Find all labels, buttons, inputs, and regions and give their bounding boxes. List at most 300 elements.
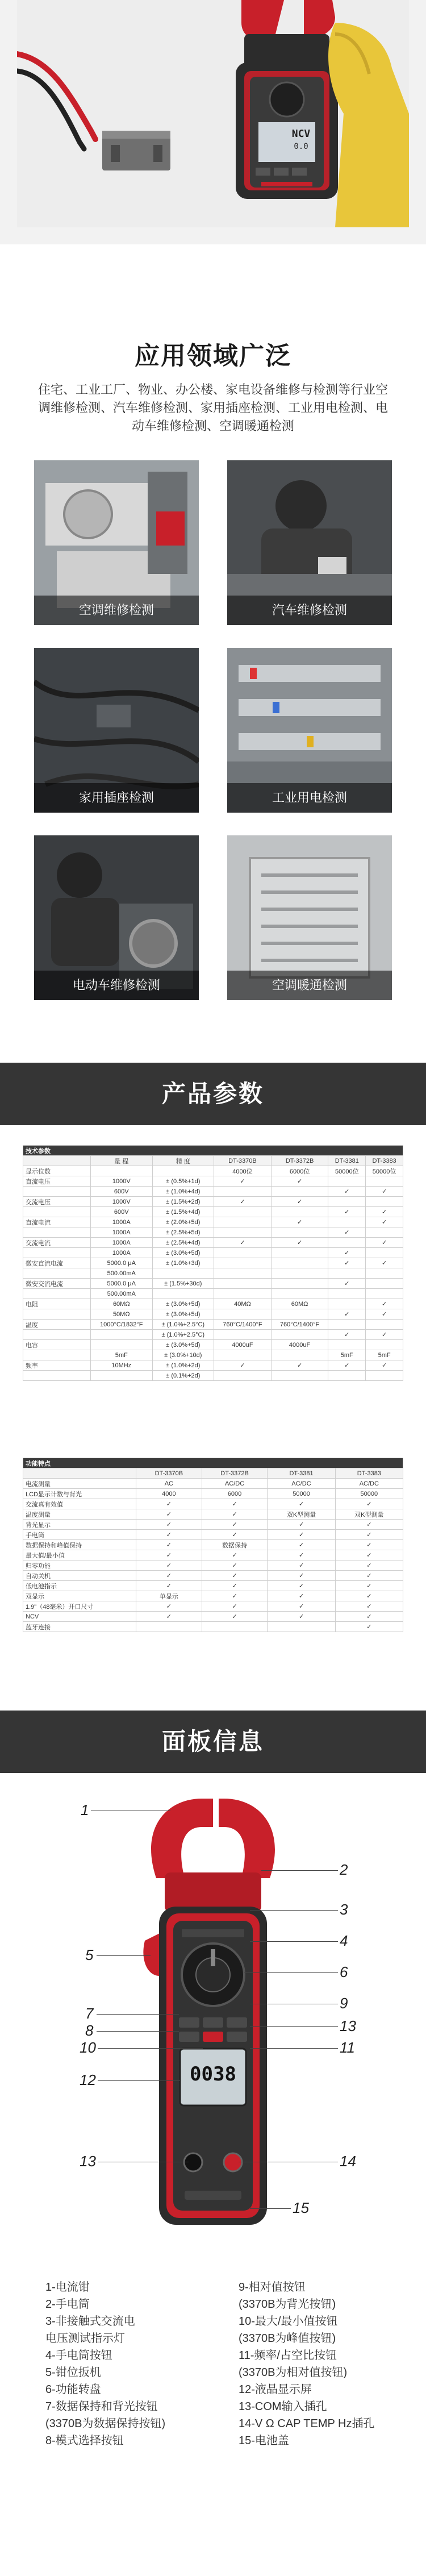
cell: ✓: [202, 1591, 268, 1601]
table-row: [23, 1340, 403, 1350]
row-label: 温度: [23, 1320, 91, 1330]
cell: ✓: [335, 1622, 403, 1632]
leader-8: [97, 2031, 179, 2032]
tile-label: 汽车维修检测: [227, 596, 392, 625]
callout-4: 4: [340, 1932, 348, 1949]
cell: [328, 1371, 366, 1381]
table-row: [23, 1499, 403, 1509]
cell: [271, 1289, 328, 1299]
cell: [214, 1227, 272, 1238]
row-label: [23, 1350, 91, 1360]
cell: 600V: [91, 1207, 153, 1217]
cell: [214, 1371, 272, 1381]
table-row: [23, 1540, 403, 1550]
cell: ✓: [366, 1360, 403, 1371]
cell: ✓: [328, 1330, 366, 1340]
cell: ✓: [136, 1601, 202, 1612]
table-row: [23, 1371, 403, 1381]
cell: [152, 1289, 214, 1299]
cell: ✓: [335, 1560, 403, 1571]
cell: ± (2.5%+4d): [152, 1238, 214, 1248]
col-header: DT-3383: [335, 1468, 403, 1479]
cell: ✓: [268, 1530, 335, 1540]
cell: [271, 1258, 328, 1268]
cell: 数据保持: [202, 1540, 268, 1550]
cell: ✓: [271, 1238, 328, 1248]
row-label: NCV: [23, 1612, 136, 1622]
cell: 5mF: [366, 1350, 403, 1360]
cell: [328, 1289, 366, 1299]
callout-7: 7: [85, 2005, 94, 2022]
tech-spec-rows: [23, 1176, 403, 1381]
row-label: 电流测量: [23, 1479, 136, 1489]
cell: ± (3.0%+5d): [152, 1309, 214, 1320]
cell: ✓: [366, 1207, 403, 1217]
legend-item: 11-频率/占空比按钮: [239, 2349, 337, 2362]
cell: AC: [136, 1479, 202, 1489]
cell: [366, 1227, 403, 1238]
callout-9: 9: [340, 1995, 348, 2012]
callout-1: 1: [81, 1801, 89, 1818]
table-row: [23, 1279, 403, 1289]
cell: ± (0.5%+1d): [152, 1176, 214, 1187]
cell: ✓: [268, 1560, 335, 1571]
legend-item: 5-钳位扳机: [45, 2366, 101, 2379]
table-row: [23, 1560, 403, 1571]
cell: ✓: [366, 1187, 403, 1197]
row-label: [23, 1187, 91, 1197]
table-row: [23, 1530, 403, 1540]
cell: ✓: [202, 1550, 268, 1560]
cell: [366, 1268, 403, 1279]
row-label: 显示位数: [23, 1166, 91, 1176]
cell: AC/DC: [335, 1479, 403, 1489]
cell: ✓: [136, 1509, 202, 1520]
legend-item: 4-手电筒按钮: [45, 2349, 112, 2362]
table-row: [23, 1238, 403, 1248]
cell: ± (1.0%+2.5°C): [152, 1330, 214, 1340]
legend-item: 3-非接触式交流电: [45, 2315, 135, 2328]
legend-item: 9-相对值按钮: [239, 2281, 306, 2294]
table-row: [23, 1601, 403, 1612]
cell: ✓: [136, 1560, 202, 1571]
callout-8: 8: [85, 2022, 94, 2039]
leader-5: [97, 1955, 151, 1956]
cell: 4000uF: [214, 1340, 272, 1350]
table-row: [23, 1509, 403, 1520]
cell: ± (1.0%+2d): [152, 1360, 214, 1371]
legend-item: 14-V Ω CAP TEMP Hz插孔: [239, 2417, 375, 2430]
cell: [214, 1217, 272, 1227]
hero-photo: [17, 0, 409, 227]
cell: [366, 1371, 403, 1381]
cell: ± (1.0%+3d): [152, 1258, 214, 1268]
cell: [202, 1622, 268, 1632]
row-label: [23, 1371, 91, 1381]
tech-spec-header: 技术参数: [23, 1146, 403, 1156]
cell: 50000位: [366, 1166, 403, 1176]
cell: ✓: [214, 1176, 272, 1187]
cell: ✓: [136, 1581, 202, 1591]
cell: 1000V: [91, 1176, 153, 1187]
leader-13a: [250, 2026, 338, 2027]
legend-item: 6-功能转盘: [45, 2383, 101, 2396]
table-row: [23, 1258, 403, 1268]
table-row: [23, 1330, 403, 1340]
cell: ✓: [366, 1217, 403, 1227]
cell: ✓: [268, 1550, 335, 1560]
cell: ✓: [271, 1217, 328, 1227]
cell: ± (3.0%+10d): [152, 1350, 214, 1360]
cell: ✓: [328, 1360, 366, 1371]
product-params-section: [0, 1063, 426, 1711]
col-header: DT-3381: [268, 1468, 335, 1479]
cell: ✓: [271, 1360, 328, 1371]
legend-item: (3370B为峰值按钮): [239, 2332, 336, 2345]
leader-6: [244, 1972, 338, 1973]
cell: [328, 1176, 366, 1187]
panel-info-section: [0, 1711, 426, 2576]
leader-4: [250, 1941, 338, 1942]
row-label: LCD显示计数与背光: [23, 1489, 136, 1499]
cell: ✓: [268, 1520, 335, 1530]
cell: ✓: [202, 1571, 268, 1581]
cell: ✓: [214, 1360, 272, 1371]
cell: [271, 1350, 328, 1360]
cell: ✓: [268, 1581, 335, 1591]
row-label: 自动关机: [23, 1571, 136, 1581]
callout-3: 3: [340, 1901, 348, 1918]
legend-item: 15-电池盖: [239, 2434, 289, 2447]
row-label: 微安交流电流: [23, 1279, 91, 1289]
leader-3: [250, 1910, 338, 1911]
cell: ✓: [202, 1520, 268, 1530]
cell: ✓: [268, 1571, 335, 1581]
row-label: [23, 1330, 91, 1340]
cell: 5000.0 μA: [91, 1258, 153, 1268]
cell: 40MΩ: [214, 1299, 272, 1309]
row-label: 双显示: [23, 1591, 136, 1601]
cell: ✓: [328, 1258, 366, 1268]
row-label: 电阻: [23, 1299, 91, 1309]
cell: ✓: [268, 1499, 335, 1509]
cell: 1000A: [91, 1227, 153, 1238]
cell: [214, 1268, 272, 1279]
row-label: 背光显示: [23, 1520, 136, 1530]
tile-industrial: [227, 648, 392, 813]
callout-5: 5: [85, 1946, 94, 1963]
cell: 6000位: [271, 1166, 328, 1176]
cell: 双K型测量: [268, 1509, 335, 1520]
tile-ac-repair: [34, 460, 199, 625]
cell: ✓: [202, 1581, 268, 1591]
cell: 5mF: [328, 1350, 366, 1360]
row-label: 频率: [23, 1360, 91, 1371]
col-header: DT-3372B: [271, 1156, 328, 1166]
table-row: [23, 1550, 403, 1560]
legend-item: 2-手电筒: [45, 2298, 90, 2311]
table-row: [23, 1299, 403, 1309]
leader-10: [98, 2048, 203, 2049]
cell: ✓: [136, 1612, 202, 1622]
cell: 50000: [268, 1489, 335, 1499]
cell: ✓: [202, 1509, 268, 1520]
cell: [271, 1227, 328, 1238]
cell: [271, 1371, 328, 1381]
row-label: 微安直流电流: [23, 1258, 91, 1268]
cell: ✓: [136, 1530, 202, 1540]
cell: [271, 1187, 328, 1197]
cell: ✓: [136, 1520, 202, 1530]
cell: 双K型测量: [335, 1509, 403, 1520]
cell: ✓: [268, 1540, 335, 1550]
applications-title: 应用领域广泛: [135, 342, 291, 370]
tech-spec-table: [23, 1145, 403, 1381]
cell: AC/DC: [202, 1479, 268, 1489]
row-label: [23, 1268, 91, 1279]
table-row: [23, 1360, 403, 1371]
cell: ✓: [136, 1550, 202, 1560]
cell: ✓: [136, 1499, 202, 1509]
hero-screen-sub: 0.0: [294, 142, 308, 151]
cell: [214, 1330, 272, 1340]
row-label: 交流真有效值: [23, 1499, 136, 1509]
cell: 4000: [136, 1489, 202, 1499]
cell: ✓: [271, 1176, 328, 1187]
callout-14: 14: [340, 2153, 356, 2170]
row-label: 归零功能: [23, 1560, 136, 1571]
tile-label: 空调维修检测: [34, 596, 199, 625]
tile-car-repair: [227, 460, 392, 625]
cell: [366, 1248, 403, 1258]
cell: 500.00mA: [91, 1268, 153, 1279]
cell: [91, 1371, 153, 1381]
lcd-reading: 0038: [190, 2063, 236, 2086]
cell: ± (3.0%+5d): [152, 1248, 214, 1258]
tile-ev-repair: [34, 835, 199, 1000]
cell: [366, 1279, 403, 1289]
cell: [328, 1217, 366, 1227]
cell: [271, 1248, 328, 1258]
callout-13b: 13: [80, 2153, 96, 2170]
cell: 600V: [91, 1187, 153, 1197]
table-row: [23, 1248, 403, 1258]
callout-6: 6: [340, 1963, 348, 1980]
table-row: [23, 1520, 403, 1530]
legend-left: [45, 2279, 216, 2449]
cell: 1000A: [91, 1248, 153, 1258]
tile-label: 空调暖通检测: [227, 971, 392, 1000]
cell: ✓: [328, 1309, 366, 1320]
cell: [328, 1320, 366, 1330]
callout-15: 15: [293, 2199, 309, 2216]
table-row: [23, 1612, 403, 1622]
legend-item: (3370B为背光按钮): [239, 2298, 336, 2311]
cell: ± (2.5%+5d): [152, 1227, 214, 1238]
table-row: [23, 1581, 403, 1591]
cell: ✓: [335, 1591, 403, 1601]
tile-label: 电动车维修检测: [34, 971, 199, 1000]
cell: [271, 1279, 328, 1289]
cell: 1000A: [91, 1217, 153, 1227]
col-header: DT-3370B: [136, 1468, 202, 1479]
cell: ✓: [202, 1601, 268, 1612]
cell: [271, 1309, 328, 1320]
cell: [328, 1238, 366, 1248]
legend-item: 8-模式选择按钮: [45, 2434, 124, 2447]
cell: [214, 1207, 272, 1217]
cell: [271, 1330, 328, 1340]
table-row: [23, 1217, 403, 1227]
cell: ✓: [328, 1248, 366, 1258]
row-label: 1.9"（48毫米）开口尺寸: [23, 1601, 136, 1612]
leader-12: [98, 2080, 180, 2081]
cell: ✓: [366, 1238, 403, 1248]
row-label: 温度测量: [23, 1509, 136, 1520]
cell: 6000: [202, 1489, 268, 1499]
cell: 50MΩ: [91, 1309, 153, 1320]
function-table: [23, 1458, 403, 1632]
cell: ✓: [268, 1612, 335, 1622]
callout-13a: 13: [340, 2017, 356, 2034]
cell: [271, 1207, 328, 1217]
cell: 760°C/1400°F: [214, 1320, 272, 1330]
table-row: [23, 1207, 403, 1217]
hero-illustration: [17, 0, 409, 227]
cell: ✓: [202, 1530, 268, 1540]
cell: [271, 1268, 328, 1279]
cell: 50000位: [328, 1166, 366, 1176]
table-row: [23, 1479, 403, 1489]
cell: 5000.0 μA: [91, 1279, 153, 1289]
table-row: [23, 1309, 403, 1320]
table-row: [23, 1197, 403, 1207]
legend-item: 7-数据保持和背光按钮: [45, 2400, 158, 2413]
table-row: [23, 1622, 403, 1632]
cell: [91, 1330, 153, 1340]
table-row: [23, 1571, 403, 1581]
cell: ± (2.0%+5d): [152, 1217, 214, 1227]
tile-label: 工业用电检测: [227, 783, 392, 813]
legend-item: 10-最大/最小值按钮: [239, 2315, 338, 2328]
table-row: [23, 1289, 403, 1299]
row-label: 交流电流: [23, 1238, 91, 1248]
cell: [152, 1268, 214, 1279]
col-header: DT-3372B: [202, 1468, 268, 1479]
cell: 50000: [335, 1489, 403, 1499]
cell: ✓: [328, 1207, 366, 1217]
cell: ✓: [268, 1591, 335, 1601]
row-label: [23, 1309, 91, 1320]
cell: ✓: [136, 1571, 202, 1581]
legend-right: [239, 2279, 409, 2449]
cell: ± (1.0%+2.5°C): [152, 1320, 214, 1330]
cell: ± (3.0%+5d): [152, 1299, 214, 1309]
cell: ✓: [271, 1197, 328, 1207]
cell: ✓: [366, 1258, 403, 1268]
row-label: 最大值/最小值: [23, 1550, 136, 1560]
cell: ✓: [366, 1309, 403, 1320]
cell: ✓: [335, 1540, 403, 1550]
cell: [91, 1340, 153, 1350]
cell: ✓: [202, 1499, 268, 1509]
cell: 10MHz: [91, 1360, 153, 1371]
tile-home-socket: [34, 648, 199, 813]
tile-label: 家用插座检测: [34, 783, 199, 813]
table-row: [23, 1227, 403, 1238]
row-label: 电容: [23, 1340, 91, 1350]
cell: 单显示: [136, 1591, 202, 1601]
cell: [214, 1350, 272, 1360]
cell: 60MΩ: [91, 1299, 153, 1309]
cell: 760°C/1400°F: [271, 1320, 328, 1330]
cell: [214, 1309, 272, 1320]
cell: [214, 1248, 272, 1258]
panel-title-band: [0, 1711, 426, 1773]
row-label: 交流电压: [23, 1197, 91, 1207]
applications-section: [0, 244, 426, 1063]
cell: [366, 1340, 403, 1350]
cell: AC/DC: [268, 1479, 335, 1489]
row-label: 直流电流: [23, 1217, 91, 1227]
cell: ± (1.5%+30d): [152, 1279, 214, 1289]
legend-item: (3370B为相对值按钮): [239, 2366, 348, 2379]
cell: ✓: [214, 1197, 272, 1207]
row-label: 数据保持和峰值保持: [23, 1540, 136, 1550]
col-header: DT-3370B: [214, 1156, 272, 1166]
col-header: 量 程: [91, 1156, 153, 1166]
leader-7: [97, 2014, 179, 2015]
cell: ✓: [335, 1601, 403, 1612]
cell: ✓: [202, 1612, 268, 1622]
cell: ✓: [214, 1238, 272, 1248]
panel-title: 面板信息: [161, 1728, 264, 1755]
table-row: [23, 1320, 403, 1330]
cell: [214, 1279, 272, 1289]
cell: 1000°C/1832°F: [91, 1320, 153, 1330]
col-header: DT-3381: [328, 1156, 366, 1166]
row-label: [23, 1248, 91, 1258]
cell: ✓: [335, 1520, 403, 1530]
params-title-band: [0, 1063, 426, 1125]
row-label: 手电筒: [23, 1530, 136, 1540]
cell: ± (1.0%+4d): [152, 1187, 214, 1197]
function-rows: [23, 1479, 403, 1632]
table-row: [23, 1350, 403, 1360]
cell: 4000uF: [271, 1340, 328, 1350]
cell: [214, 1187, 272, 1197]
callout-11: 11: [340, 2039, 355, 2056]
cell: ✓: [335, 1581, 403, 1591]
cell: ✓: [328, 1227, 366, 1238]
cell: [366, 1320, 403, 1330]
cell: ✓: [202, 1560, 268, 1571]
hero-screen-text: NCV: [291, 128, 311, 140]
cell: ✓: [366, 1330, 403, 1340]
legend-item: (3370B为数据保持按钮): [45, 2417, 166, 2430]
cell: 5mF: [91, 1350, 153, 1360]
cell: ± (0.1%+2d): [152, 1371, 214, 1381]
cell: ✓: [268, 1601, 335, 1612]
cell: ✓: [366, 1299, 403, 1309]
params-title: 产品参数: [161, 1080, 264, 1107]
legend-item: 1-电流钳: [45, 2281, 90, 2294]
table-row: [23, 1268, 403, 1279]
table-row: [23, 1187, 403, 1197]
cell: [214, 1258, 272, 1268]
cell: [366, 1197, 403, 1207]
table-row: [23, 1591, 403, 1601]
